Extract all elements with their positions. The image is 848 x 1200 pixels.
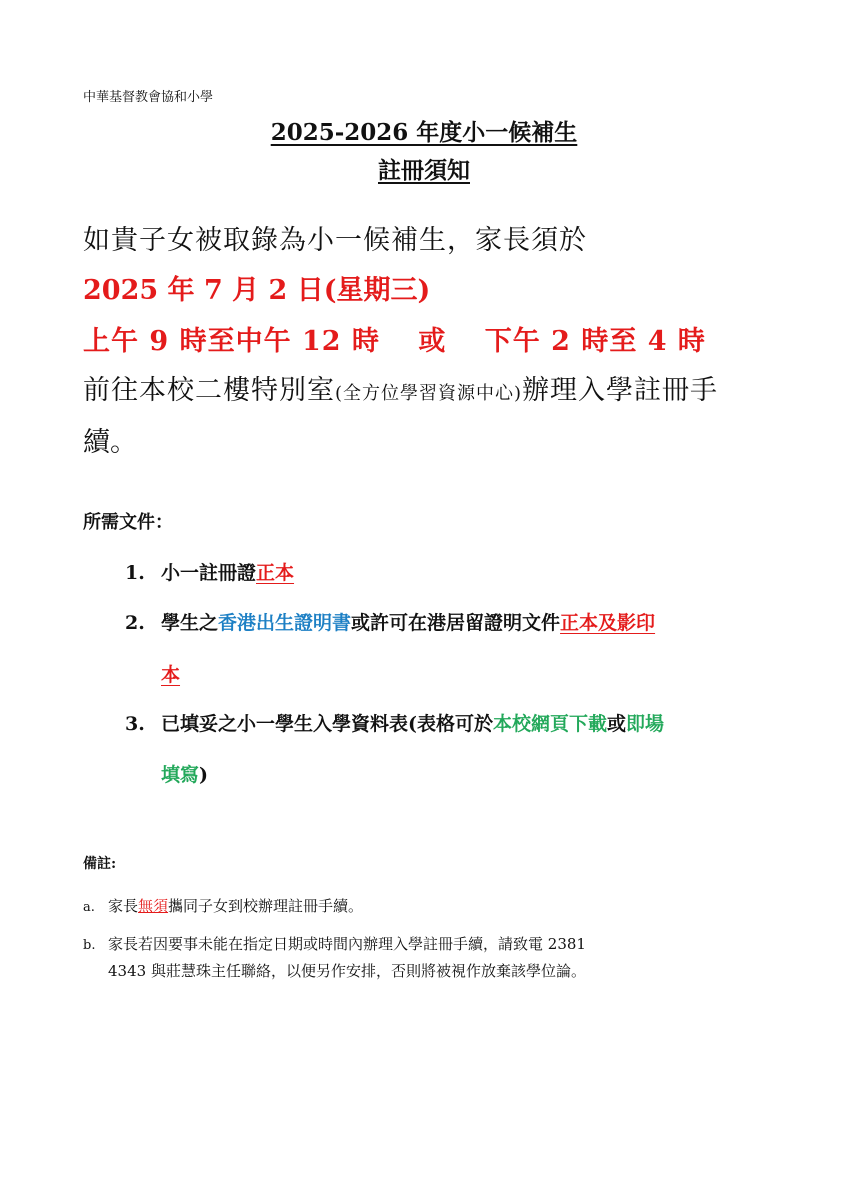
- venue-prefix: 前往本校二樓特別室: [83, 375, 335, 406]
- item-text: 小一註冊證: [161, 562, 257, 584]
- item-number: 1.: [125, 562, 145, 584]
- item-number: 3.: [125, 713, 145, 735]
- item-download: 本校網頁下載: [493, 713, 608, 735]
- item-emphasis-cont: 本: [161, 664, 181, 686]
- venue-suffix: 辦理入學註冊手: [522, 375, 719, 406]
- item-emphasis: 正本及影印: [560, 612, 656, 634]
- venue-line: [83, 368, 718, 407]
- item-emphasis: 正本: [256, 562, 295, 584]
- note-label: b.: [83, 938, 96, 953]
- item-close-paren: ): [199, 764, 209, 786]
- school-name: 中華基督教會協和小學: [83, 90, 214, 105]
- item-text: 已填妥之小一學生入學資料表(表格可於: [161, 713, 493, 735]
- page-subtitle: 註冊須知: [378, 157, 470, 184]
- item-or: 或: [607, 713, 627, 735]
- note-text: 家長若因要事未能在指定日期或時間內辦理入學註冊手續，請致電 2381: [108, 935, 586, 953]
- note-b-cont: 4343 與莊慧珠主任聯絡，以便另作安排，否則將被視作放棄該學位論。: [108, 962, 586, 980]
- registration-date: 2025 年 7 月 2 日(星期三): [83, 275, 431, 306]
- item-birth-cert: 香港出生證明書: [218, 612, 352, 634]
- page-title: 2025-2026 年度小一候補生: [270, 119, 578, 146]
- documents-heading: 所需文件：: [83, 512, 173, 533]
- item-text: 學生之: [161, 612, 219, 634]
- registration-time: 上午 9 時至中午 12 時 或 下午 2 時至 4 時: [83, 326, 706, 357]
- item-text-2: 或許可在港居留證明文件: [351, 612, 561, 634]
- document-item-3-cont: [161, 760, 208, 787]
- item-onsite: 即場: [626, 713, 665, 735]
- notes-heading: 備註:: [83, 856, 117, 872]
- venue-line-2: 續。: [83, 427, 137, 458]
- document-item-1: [125, 558, 294, 585]
- note-text: 家長: [108, 897, 139, 915]
- document-item-2-cont: [161, 660, 180, 687]
- venue-room: (全方位學習資源中心): [335, 383, 523, 404]
- note-b: [83, 933, 586, 954]
- note-a: [83, 895, 363, 916]
- note-label: a.: [83, 900, 95, 915]
- note-text-2: 攜同子女到校辦理註冊手續。: [168, 897, 364, 915]
- item-onsite-cont: 填寫: [161, 764, 200, 786]
- intro-line: 如貴子女被取錄為小一候補生，家長須於: [83, 225, 587, 256]
- item-number: 2.: [125, 612, 145, 634]
- document-item-3: [125, 709, 664, 736]
- document-item-2: [125, 608, 655, 635]
- note-emphasis: 無須: [138, 897, 169, 915]
